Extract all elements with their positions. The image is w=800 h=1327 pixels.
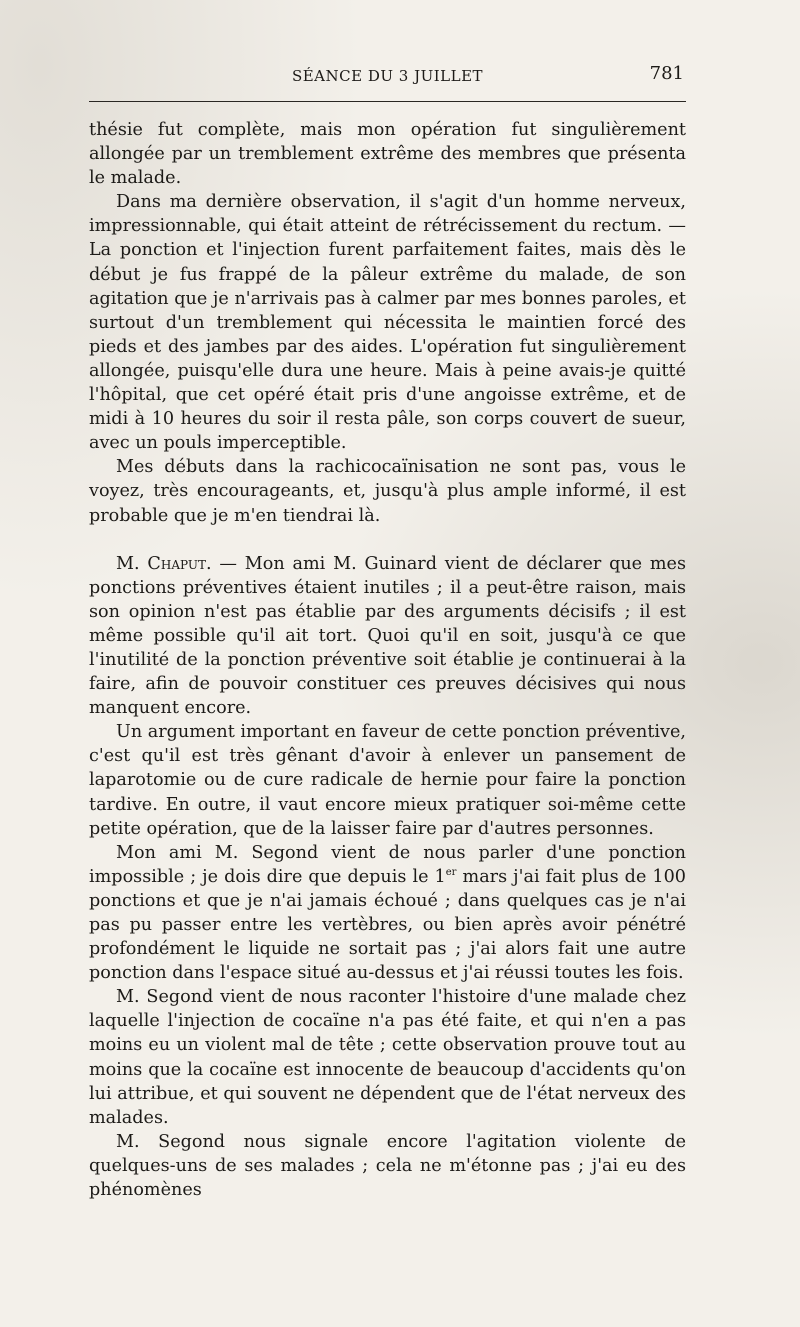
paragraph: M. Segond vient de nous raconter l'histoire d'une malade chez laquelle l'injection de cocaïne n'a pas été faite, et qui n'en a pas moins eu un violent mal de tête ; cette observation prouve tout au moins que la cocaïne est innocente de beaucoup d'accidents qu'on lui attribue, et qui souvent ne dépendent que de l'état nerveux des malades. [89,987,686,1128]
paragraph-continuation: thésie fut complète, mais mon opération fut singulièrement allongée par un tremblement extrême des membres que présenta le malade. [89,120,686,189]
paragraph-part: Mon ami M. Segond vient de nous parler d'une ponction impossible ; je dois dire que depuis le 1 [89,842,686,887]
paragraph-part: mars j'ai fait plus de 100 ponctions et que je n'ai jamais échoué ; dans quelques cas je n'ai pas pu passer entre les vertèbres, ou bien après avoir pénétré profondément le liquide ne sortait pas ; j'ai alors fait une autre ponction dans l'espace situé au-dessus et j'ai réussi toutes les fois. [89,866,686,984]
paragraph [89,841,686,986]
speaker-name: M. Chaput. [116,553,212,574]
header-rule [89,101,686,102]
speaker-text: — Mon ami M. Guinard vient de déclarer que mes ponctions préventives étaient inutiles ; il a peut-être raison, mais son opinion n'est pas établie par des arguments décisifs ; il est même possible qu'il ait tort. Quoi qu'il en soit, jusqu'à ce que l'inutilité de la ponction préventive soit établie je continuerai à la faire, afin de pouvoir constituer ces preuves décisives qui nous manquent encore. [89,553,686,719]
running-title: SÉANCE DU 3 JUILLET [291,67,484,85]
page-number: 781 [649,63,684,84]
paragraph: Dans ma dernière observation, il s'agit d'un homme nerveux, impressionnable, qui était atteint de rétrécissement du rectum. — La ponction et l'injection furent parfaitement faites, mais dès le début je fus frappé de la pâleur extrême du malade, de son agitation que je n'arrivais pas à calmer par mes bonnes paroles, et surtout d'un tremblement qui nécessita le maintien forcé des pieds et des jambes par des aides. L'opération fut singulièrement allongée, puisqu'elle dura une heure. Mais à peine avais-je quitté l'hôpital, que cet opéré était pris d'une angoisse extrême, et de midi à 10 heures du soir il resta pâle, son corps couvert de sueur, avec un pouls imperceptible. [89,192,686,454]
ordinal-superscript: er [445,866,457,878]
paragraph-speaker [89,552,686,721]
paragraph: M. Segond nous signale encore l'agitation violente de quelques-uns de ses malades ; cela ne m'étonne pas ; j'ai eu des phénomènes [89,1131,686,1201]
body-text [89,118,686,1202]
running-header [89,63,686,87]
paragraph: Un argument important en faveur de cette ponction préventive, c'est qu'il est très gênant d'avoir à enlever un pansement de laparotomie ou de cure radicale de hernie pour faire la ponction tardive. En outre, il vaut encore mieux pratiquer soi-même cette petite opération, que de la laisser faire par d'autres personnes. [89,722,686,839]
paragraph: Mes débuts dans la rachicocaïnisation ne sont pas, vous le voyez, très encourageants, et, jusqu'à plus ample informé, il est probable que je m'en tiendrai là. [89,457,686,526]
